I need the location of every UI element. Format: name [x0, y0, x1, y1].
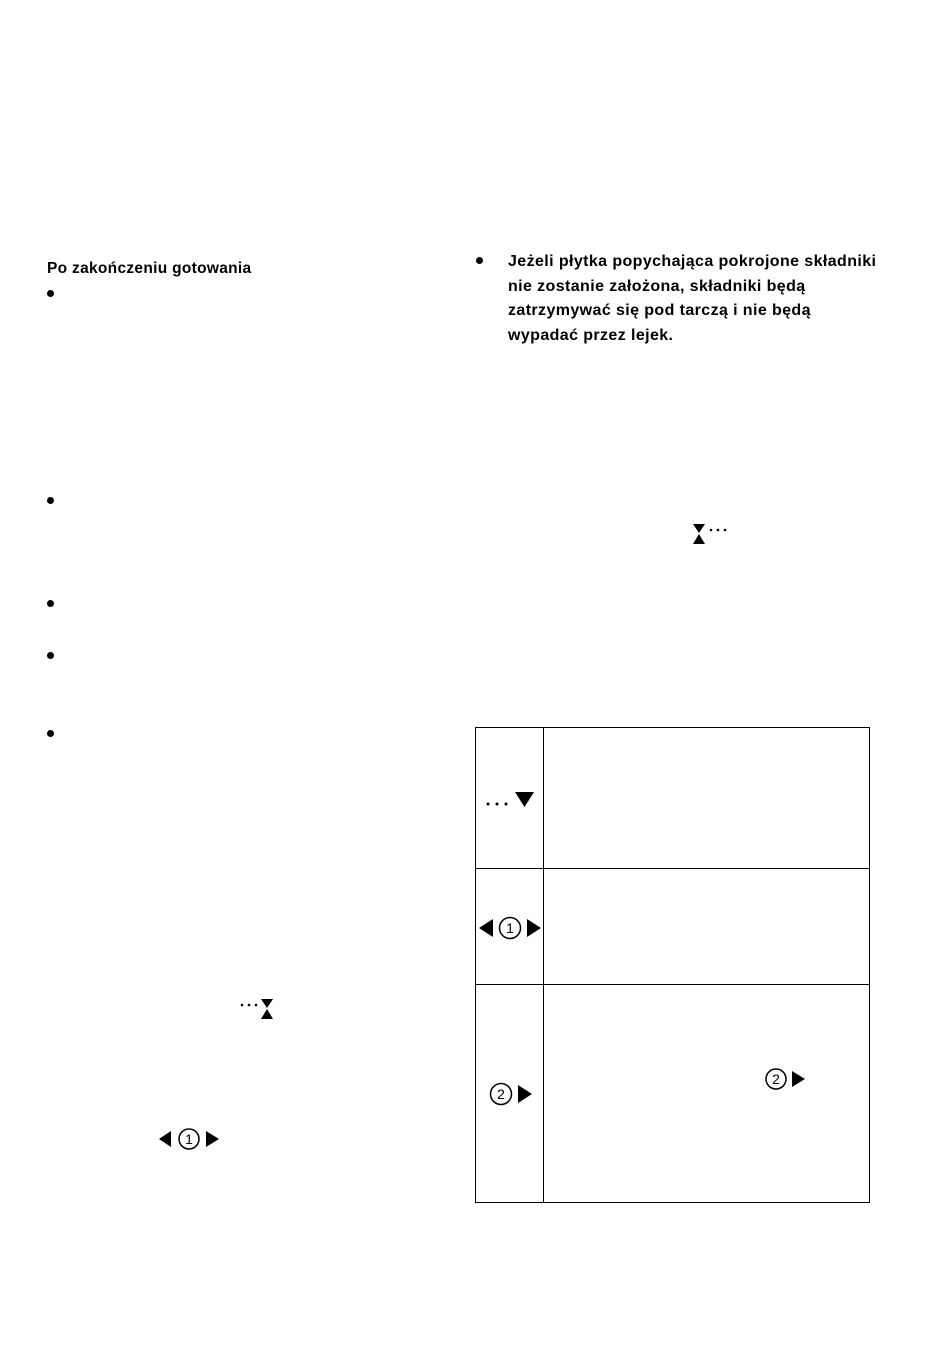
table-divider — [543, 727, 544, 1202]
disc-number: 2 — [497, 1086, 505, 1102]
disc-1-icon — [156, 1126, 222, 1152]
bullet-point — [476, 257, 483, 264]
section-heading: Po zakończeniu gotowania — [47, 260, 252, 277]
warning-text: Jeżeli płytka popychająca pokrojone składniki nie zostanie założona, składniki będą zatrzymywać się pod tarczą i nie będą wypadać przez lejek. — [508, 253, 877, 344]
bullet-point — [47, 652, 54, 659]
disc-2-icon — [488, 1080, 536, 1108]
disc-number: 1 — [506, 920, 514, 936]
cone-dots-icon — [238, 996, 276, 1022]
table-row-divider — [475, 868, 869, 869]
bullet-point — [47, 290, 54, 297]
bullet-point — [47, 497, 54, 504]
disc-number: 2 — [772, 1071, 780, 1087]
bullet-point — [47, 600, 54, 607]
dots-triangle-icon — [482, 788, 536, 810]
disc-number: 1 — [185, 1131, 193, 1147]
table-row-divider — [475, 984, 869, 985]
bullet-point — [47, 730, 54, 737]
disc-1-icon — [477, 914, 543, 942]
disc-2-icon — [764, 1066, 810, 1094]
cone-dots-icon — [690, 522, 730, 546]
